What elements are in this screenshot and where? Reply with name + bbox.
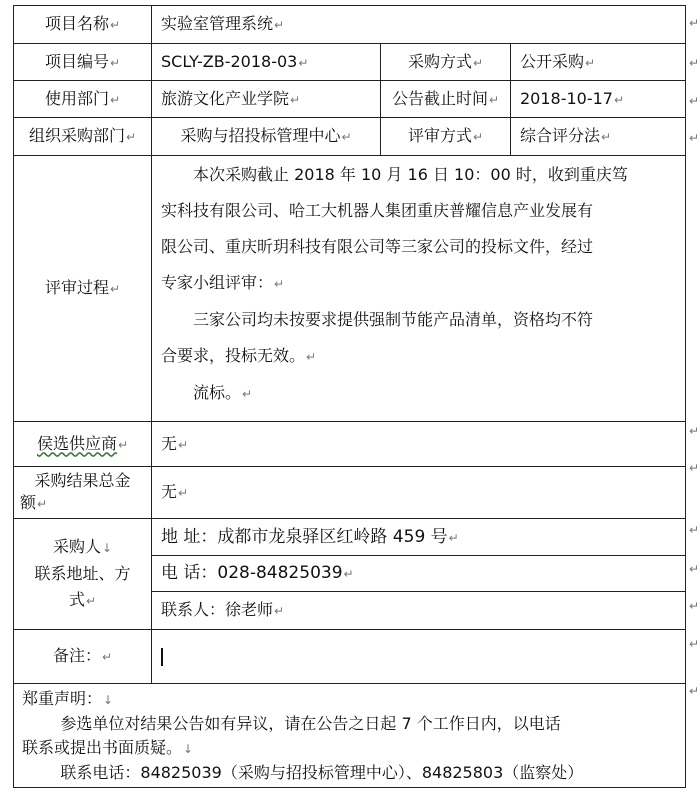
review-process-p2-line2: 合要求，投标无效。↵ [161,346,317,365]
row-contact-address [14,519,686,556]
contact-person-value[interactable]: 联系人：徐老师↵ [152,592,686,630]
row-end-mark: ↵ [689,599,700,613]
contact-phone-value[interactable]: 电 话：028-84825039↵ [152,556,686,592]
declaration-cell[interactable] [14,684,686,788]
org-dept-value[interactable]: 采购与招投标管理中心↵ [152,118,381,156]
candidate-label: 侯选供应商↵ [14,422,152,467]
row-end-mark: ↵ [689,94,700,108]
row-org-dept [14,118,686,156]
row-end-mark: ↵ [689,424,700,438]
candidate-value[interactable]: 无↵ [152,422,686,467]
project-no-label: 项目编号↵ [14,44,152,81]
row-declaration [14,684,686,788]
row-end-mark: ↵ [689,131,700,145]
row-remarks [14,630,686,684]
declaration-body-line2: 联系或提出书面质疑。↓ [22,738,194,757]
project-no-value[interactable]: SCLY-ZB-2018-03↵ [152,44,381,81]
review-process-value[interactable] [152,156,686,422]
review-process-p1-line2: 实科技有限公司、哈工大机器人集团重庆普耀信息产业发展有 [161,201,594,220]
review-process-label: 评审过程↵ [14,156,152,422]
result-announcement-form [13,5,685,787]
row-end-mark: ↵ [689,637,700,651]
row-department [14,81,686,118]
row-candidate [14,422,686,467]
review-process-p2-line1: 三家公司均未按要求提供强制节能产品清单，资格均不符 [193,310,594,329]
row-end-mark: ↵ [689,56,700,70]
deadline-value[interactable]: 2018-10-17↵ [511,81,686,118]
row-review-process [14,156,686,422]
remarks-value[interactable] [152,630,686,684]
text-cursor [161,648,163,666]
row-end-mark: ↵ [689,16,700,30]
review-method-label: 评审方式↵ [381,118,511,156]
row-end-mark: ↵ [689,523,700,537]
row-project-name [14,6,686,44]
total-amount-label: 采购结果总金 额↵ [14,467,152,519]
review-process-p3: 流标。↵ [193,383,253,402]
review-process-p1-line4: 专家小组评审：↵ [161,273,285,292]
review-process-p1-line3: 限公司、重庆昕玥科技有限公司等三家公司的投标文件，经过 [161,237,594,256]
org-dept-label: 组织采购部门↵ [14,118,152,156]
row-end-mark: ↵ [689,562,700,576]
project-name-label: 项目名称↵ [14,6,152,44]
review-process-p1-line1: 本次采购截止 2018 年 10 月 16 日 10：00 时，收到重庆笃 [193,165,628,184]
total-amount-value[interactable]: 无↵ [152,467,686,519]
deadline-label: 公告截止时间↵ [381,81,511,118]
review-method-value[interactable]: 综合评分法↵ [511,118,686,156]
row-project-no [14,44,686,81]
info-table [13,5,686,788]
project-name-value[interactable]: 实验室管理系统↵ [152,6,686,44]
department-value[interactable]: 旅游文化产业学院↵ [152,81,381,118]
purchase-method-label: 采购方式↵ [381,44,511,81]
contact-label: 采购人↓ 联系地址、方 式↵ [14,519,152,630]
row-end-marks [689,0,700,793]
remarks-label: 备注：↵ [14,630,152,684]
declaration-contact-line: 联系电话：84825039（采购与招投标管理中心）、84825803（监察处） [60,763,584,782]
department-label: 使用部门↵ [14,81,152,118]
row-end-mark: ↵ [689,461,700,475]
declaration-title: 郑重声明：↓ [22,689,114,708]
purchase-method-value[interactable]: 公开采购↵ [511,44,686,81]
row-end-mark: ↵ [689,684,700,698]
row-total-amount [14,467,686,519]
contact-address-value[interactable]: 地 址：成都市龙泉驿区红岭路 459 号↵ [152,519,686,556]
declaration-body-line1: 参选单位对结果公告如有异议，请在公告之日起 7 个工作日内，以电话 [60,714,561,733]
